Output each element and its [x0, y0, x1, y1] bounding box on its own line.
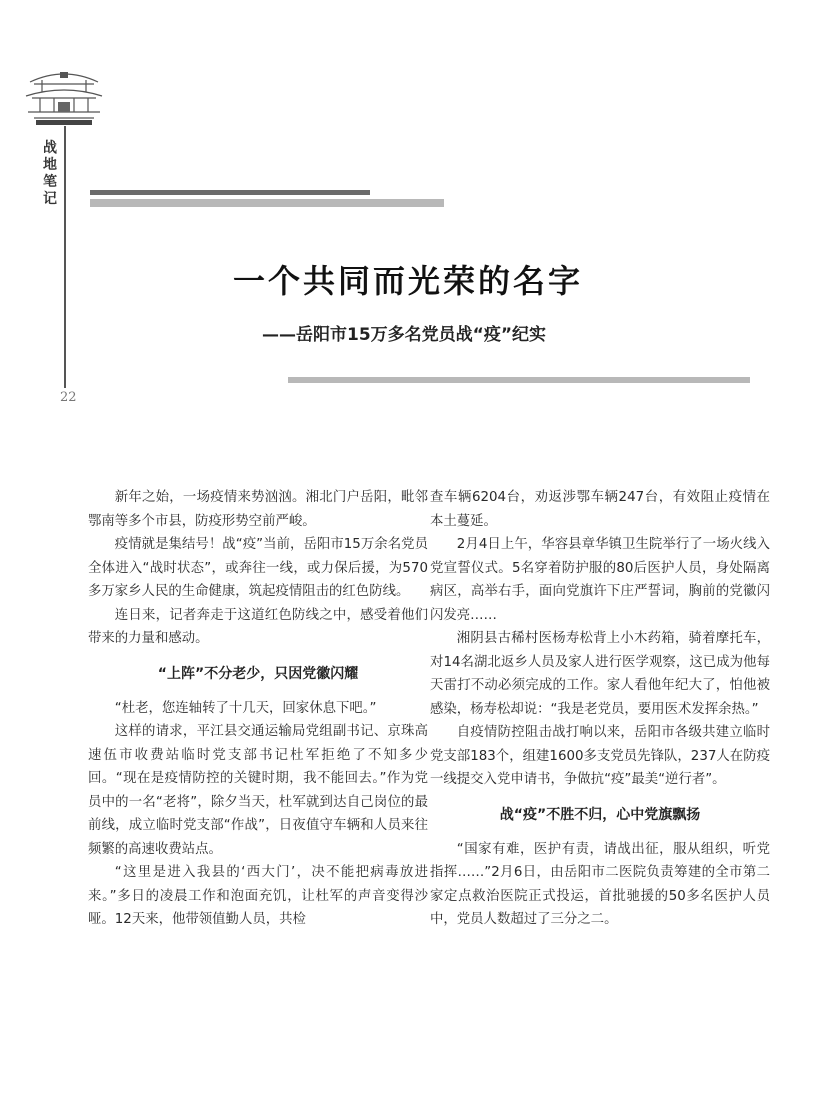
article-column-right: [430, 486, 770, 932]
section-heading: 战“疫”不胜不归，心中党旗飘扬: [499, 806, 701, 823]
decorative-bar-bottom: [288, 377, 750, 383]
paragraph: 湘阴县古稀村医杨寿松背上小木药箱，骑着摩托车，对14名湖北返乡人员及家人进行医学观察，这已成为他每天雷打不动必须完成的工作。家人看他年纪大了，怕他被感染，杨寿松却说：“我是老党员，要用医术发挥余热。”: [430, 631, 770, 717]
section-label: 战地笔记: [43, 140, 57, 207]
paragraph: 这样的请求，平江县交通运输局党组副书记、京珠高速伍市收费站临时党支部书记杜军拒绝了不知多少回。“现在是疫情防控的关键时期，我不能回去。”作为党员中的一名“老将”，除夕当天，杜军就到达自己岗位的最前线，成立临时党支部“作战”，日夜值守车辆和人员来往频繁的高速收费站点。: [88, 724, 428, 857]
decorative-bar-top-light: [90, 199, 444, 207]
paragraph: “这里是进入我县的‘西大门’，决不能把病毒放进来。”多日的凌晨工作和泡面充饥，让杜军的声音变得沙哑。12天来，他带领值勤人员，共检: [88, 865, 428, 927]
paragraph-continued: 查车辆6204台，劝返涉鄂车辆247台，有效阻止疫情在本土蔓延。: [430, 490, 770, 529]
decorative-bar-top: [90, 190, 370, 195]
pavilion-logo-icon: [22, 62, 106, 128]
article-column-left: [88, 486, 428, 932]
page-number: 22: [60, 390, 77, 405]
article-subtitle: ——岳阳市15万多名党员战“疫”纪实: [262, 325, 547, 345]
paragraph: “国家有难，医护有责，请战出征，服从组织，听党指挥……”2月6日，由岳阳市二医院负责筹建的全市第二家定点救治医院正式投运，首批驰援的50多名医护人员中，党员人数超过了三分之二。: [430, 841, 770, 927]
paragraph: 自疫情防控阻击战打响以来，岳阳市各级共建立临时党支部183个，组建1600多支党员先锋队，237人在防疫一线提交入党申请书，争做抗“疫”最美“逆行者”。: [430, 725, 770, 787]
paragraph: “杜老，您连轴转了十几天，回家休息下吧。”: [114, 700, 377, 716]
section-heading: “上阵”不分老少，只因党徽闪耀: [157, 665, 359, 682]
paragraph: 2月4日上午，华容县章华镇卫生院举行了一场火线入党宣誓仪式。5名穿着防护服的80后医护人员，身处隔离病区，高举右手，面向党旗许下庄严誓词，胸前的党徽闪闪发亮……: [430, 537, 770, 623]
paragraph: 连日来，记者奔走于这道红色防线之中，感受着他们带来的力量和感动。: [88, 607, 428, 646]
article-title: 一个共同而光荣的名字: [232, 262, 583, 300]
paragraph: 新年之始，一场疫情来势汹汹。湘北门户岳阳，毗邻鄂南等多个市县，防疫形势空前严峻。: [88, 490, 428, 529]
paragraph: 疫情就是集结号！战“疫”当前，岳阳市15万余名党员全体进入“战时状态”，或奔往一线，或力保后援，为570多万家乡人民的生命健康，筑起疫情阻击的红色防线。: [88, 537, 428, 599]
